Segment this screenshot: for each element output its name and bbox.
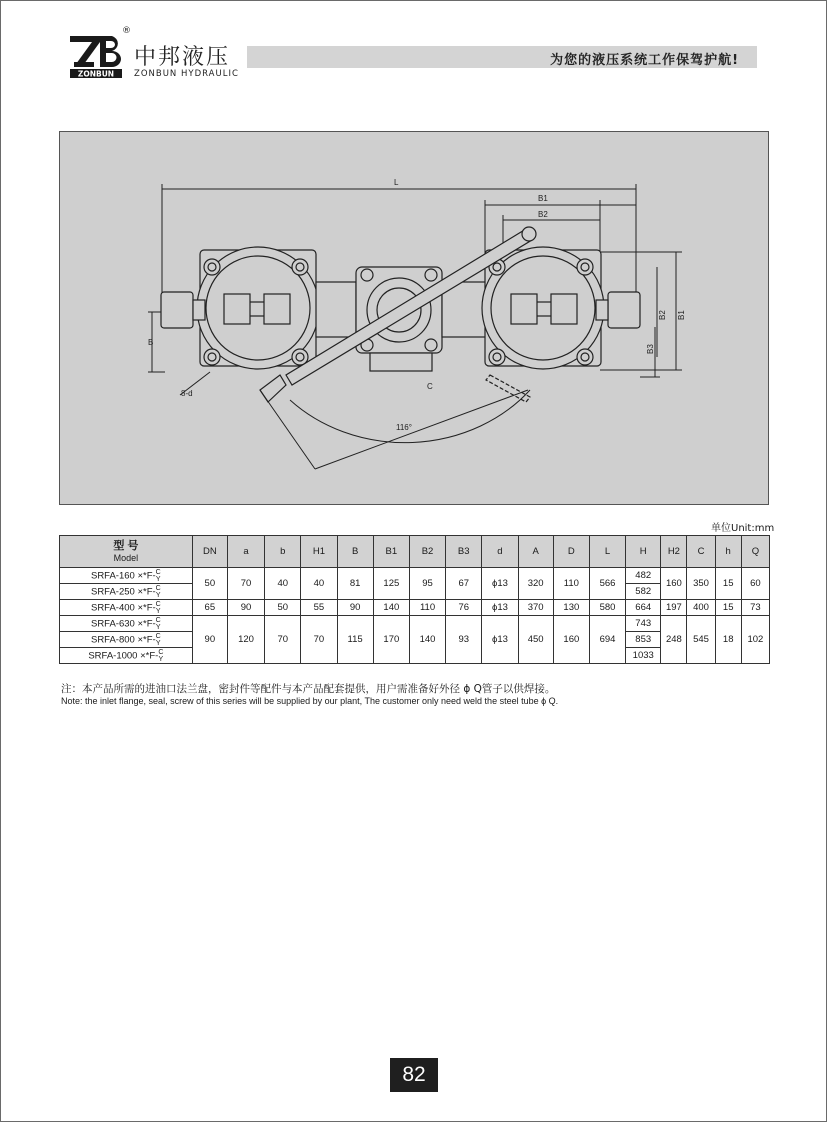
header-cell: L	[589, 536, 625, 568]
header-cell: h	[715, 536, 741, 568]
model-cell: SRFA-1000 ×*F- C Y	[60, 648, 193, 664]
table-cell: 450	[518, 616, 553, 664]
page-number: 82	[390, 1058, 438, 1092]
table-cell: 50	[192, 568, 227, 600]
table-cell: 140	[409, 616, 445, 664]
model-cell: SRFA-400 ×*F- C Y	[60, 600, 193, 616]
model-cell: SRFA-630 ×*F- C Y	[60, 616, 193, 632]
brand-name-en: ZONBUN HYDRAULIC	[134, 69, 239, 79]
rotation-arc	[260, 390, 530, 469]
header-cell: B	[337, 536, 373, 568]
table-cell: 90	[192, 616, 227, 664]
table-cell: 248	[661, 616, 687, 664]
label-B2-top: B2	[538, 210, 548, 219]
note-cn: 注：本产品所需的进油口法兰盘，密封件等配件与本产品配套提供，用户需准备好外径 ϕ Q管子以供焊接。	[61, 683, 556, 695]
label-B1-top: B1	[538, 194, 548, 203]
table-cell: ϕ13	[482, 600, 518, 616]
registered-mark: ®	[122, 26, 131, 36]
table-cell: 482	[626, 568, 661, 584]
model-cell: SRFA-160 ×*F- C Y	[60, 568, 193, 584]
table-cell: 110	[409, 600, 445, 616]
technical-drawing	[59, 131, 769, 505]
label-B: B	[148, 338, 154, 347]
header-cell: C	[687, 536, 715, 568]
header-cell: Q	[741, 536, 769, 568]
model-cell: SRFA-250 ×*F- C Y	[60, 584, 193, 600]
header-model: 型 号 Model	[60, 536, 193, 568]
zonbun-logo-icon	[70, 34, 124, 78]
note-en: Note: the inlet flange, seal, screw of this series will be supplied by our plant, The customer only need weld the steel tube ϕ Q.	[61, 696, 559, 706]
table-cell: 70	[265, 616, 301, 664]
model-cell: SRFA-800 ×*F- C Y	[60, 632, 193, 648]
filter-outline-drawing	[60, 132, 770, 506]
table-cell: ϕ13	[482, 616, 518, 664]
table-cell: 400	[687, 600, 715, 616]
table-cell: 582	[626, 584, 661, 600]
header-cell: DN	[192, 536, 227, 568]
table-cell: 130	[553, 600, 589, 616]
table-cell: 160	[661, 568, 687, 600]
table-cell: 67	[446, 568, 482, 600]
table-cell: 18	[715, 616, 741, 664]
table-cell: 55	[301, 600, 337, 616]
table-cell: 566	[589, 568, 625, 600]
table-cell: 76	[446, 600, 482, 616]
label-B2-right: B2	[658, 310, 667, 320]
header-cell: B2	[409, 536, 445, 568]
table-cell: 40	[301, 568, 337, 600]
slogan-text: 为您的液压系统工作保驾护航!	[550, 53, 739, 68]
header-cell: a	[227, 536, 264, 568]
table-cell: 160	[553, 616, 589, 664]
table-cell: 350	[687, 568, 715, 600]
svg-text:ZONBUN: ZONBUN	[77, 69, 115, 78]
table-cell: 90	[227, 600, 264, 616]
table-cell: 140	[373, 600, 409, 616]
table-cell: 90	[337, 600, 373, 616]
label-B3: B3	[646, 344, 655, 354]
table-cell: 694	[589, 616, 625, 664]
label-8d: 8-d	[181, 389, 193, 398]
header-cell: H1	[301, 536, 337, 568]
table-header-row	[60, 536, 770, 568]
table-cell: 40	[265, 568, 301, 600]
header-cell: H	[626, 536, 661, 568]
table-cell: 853	[626, 632, 661, 648]
table-cell: 743	[626, 616, 661, 632]
left-filter-body	[161, 247, 319, 369]
header-cell: D	[553, 536, 589, 568]
table-cell: 73	[741, 600, 769, 616]
table-cell: 664	[626, 600, 661, 616]
table-cell: 115	[337, 616, 373, 664]
table-cell: 70	[301, 616, 337, 664]
brand-name-cn: 中邦液压	[134, 45, 231, 70]
table-cell: 93	[446, 616, 482, 664]
unit-label: 单位Unit:mm	[711, 523, 775, 534]
table-cell: 60	[741, 568, 769, 600]
table-cell: 1033	[626, 648, 661, 664]
spec-table	[59, 535, 770, 664]
table-cell: 580	[589, 600, 625, 616]
table-cell: 320	[518, 568, 553, 600]
table-row	[60, 568, 770, 584]
label-angle: 116°	[396, 423, 412, 432]
table-row	[60, 600, 770, 616]
header-cell: A	[518, 536, 553, 568]
table-cell: 102	[741, 616, 769, 664]
table-cell: 545	[687, 616, 715, 664]
table-cell: 120	[227, 616, 264, 664]
table-cell: ϕ13	[482, 568, 518, 600]
table-cell: 81	[337, 568, 373, 600]
table-cell: 70	[227, 568, 264, 600]
table-cell: 15	[715, 600, 741, 616]
table-cell: 65	[192, 600, 227, 616]
header-cell: b	[265, 536, 301, 568]
right-filter-body	[482, 247, 640, 369]
label-B1-right: B1	[677, 310, 686, 320]
table-row	[60, 616, 770, 632]
table-cell: 110	[553, 568, 589, 600]
header-cell: B3	[446, 536, 482, 568]
label-C: C	[427, 382, 433, 391]
table-cell: 50	[265, 600, 301, 616]
table-cell: 197	[661, 600, 687, 616]
table-cell: 370	[518, 600, 553, 616]
header-cell: H2	[661, 536, 687, 568]
header-cell: d	[482, 536, 518, 568]
header-cell: B1	[373, 536, 409, 568]
slogan-bar	[247, 46, 757, 68]
table-cell: 170	[373, 616, 409, 664]
table-cell: 15	[715, 568, 741, 600]
table-cell: 95	[409, 568, 445, 600]
table-cell: 125	[373, 568, 409, 600]
label-L: L	[394, 178, 399, 187]
